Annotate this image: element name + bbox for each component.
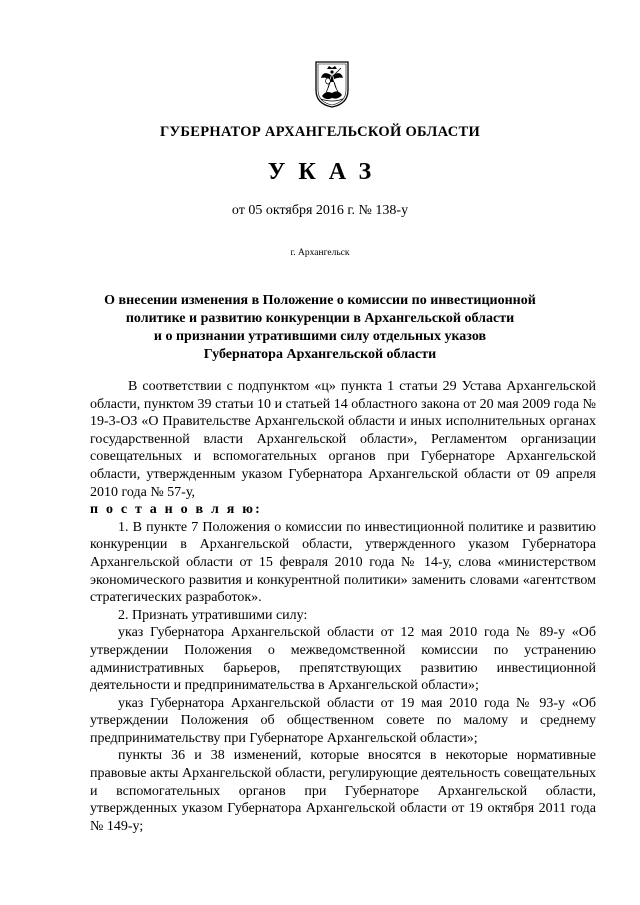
sub-item-paragraph: пункты 36 и 38 изменений, которые вносятся в некоторые нормативные правовые акты Архангельской области, регулирующие деятельность совещательных и вспомогательных органов при Губернаторе Архангельской области, утвержденных указом Губернатора Архангельской области от 19 октября 2011 года № 149-у; — [90, 748, 596, 834]
item-2-paragraph: 2. Признать утратившими силу: — [118, 607, 308, 623]
issuer-heading: ГУБЕРНАТОР АРХАНГЕЛЬСКОЙ ОБЛАСТИ — [159, 124, 481, 140]
title-line: и о признании утратившими силу отдельных указов — [153, 329, 487, 344]
decree-title — [90, 292, 550, 364]
date-and-number: от 05 октября 2016 г. № 138-у — [231, 203, 409, 218]
title-line: политике и развитию конкуренции в Архангельской области — [125, 311, 515, 326]
city: г. Архангельск — [290, 248, 350, 258]
decree-body — [90, 378, 596, 835]
item-1-paragraph: 1. В пункте 7 Положения о комиссии по инвестиционной политике и развитию конкуренции в Архангельской области, утвержденного указом Губернатора Архангельской области от 15 февраля 2010 года № 14-у, слова «министерством экономического развития и конкурентной политики» заменить словами «агентством стратегических разработок». — [90, 519, 596, 606]
decree-word: п о с т а н о в л я ю: — [90, 502, 262, 518]
coat-of-arms-icon — [314, 60, 350, 108]
preamble-paragraph: В соответствии с подпунктом «ц» пункта 1 статьи 29 Устава Архангельской области, пунктом 39 статьи 10 и статьей 14 областного закона от 20 мая 2009 года № 19-3-ОЗ «О Правительстве Архангельской области и иных исполнительных органах государственной власти Архангельской области», Регламентом организации совещательных и вспомогательных органов при Губернаторе Архангельской области, утвержденным указом Губернатора Архангельской области от 09 апреля 2010 года № 57-у, — [90, 379, 596, 500]
document-type: УКАЗ — [267, 159, 385, 185]
title-line: О внесении изменения в Положение о комиссии по инвестиционной — [104, 293, 536, 308]
title-line: Губернатора Архангельской области — [203, 347, 437, 362]
sub-item-paragraph: указ Губернатора Архангельской области от 12 мая 2010 года № 89-у «Об утверждении Положения о межведомственной комиссии по устранению административных барьеров, препятствующих развитию инвестиционной деятельности и предпринимательства в Архангельской области»; — [90, 625, 596, 694]
sub-item-paragraph: указ Губернатора Архангельской области от 19 мая 2010 года № 93-у «Об утверждении Положения об общественном совете по малому и среднему предпринимательству при Губернаторе Архангельской области»; — [90, 695, 596, 746]
